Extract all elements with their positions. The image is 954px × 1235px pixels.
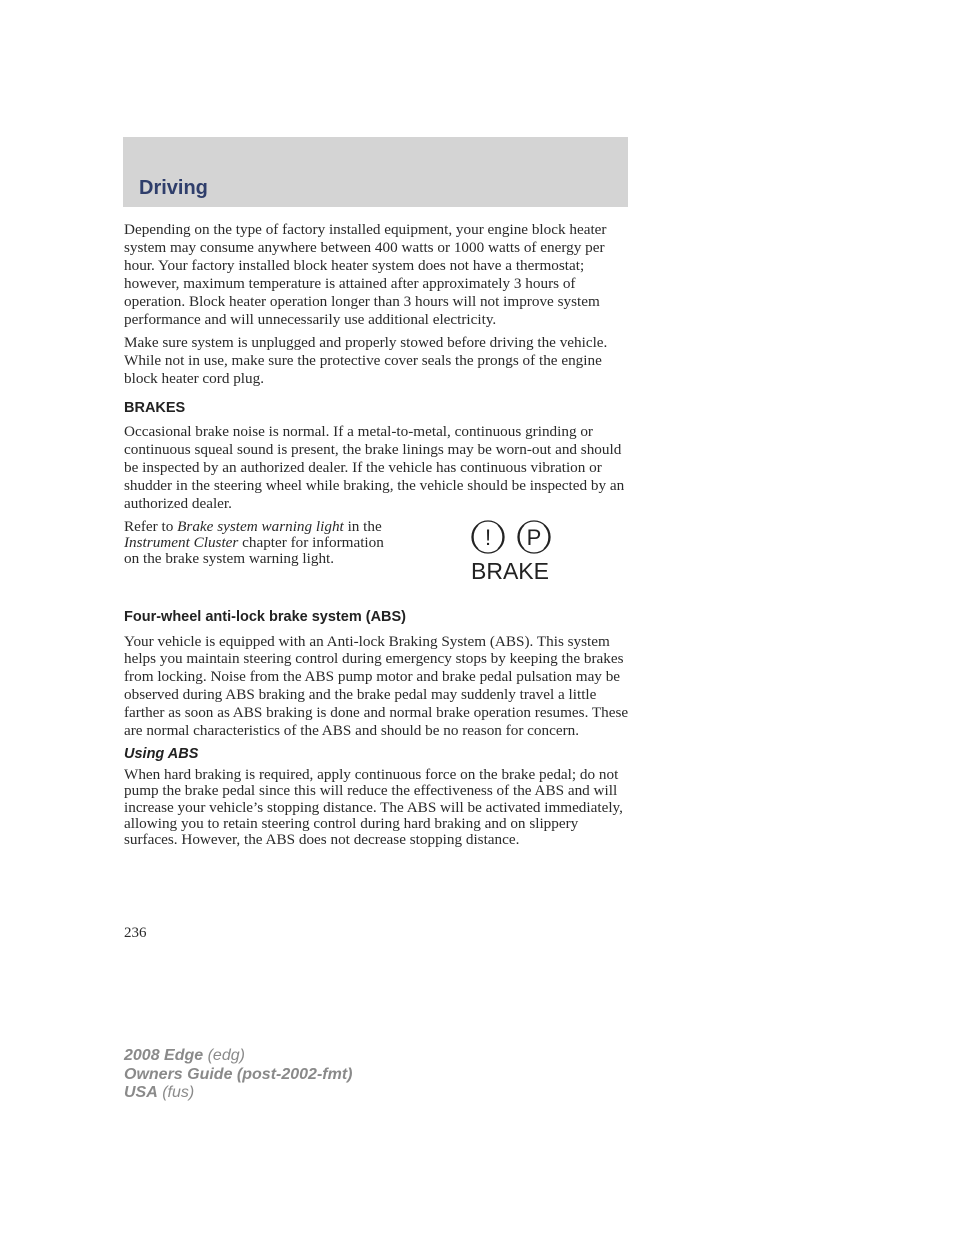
- intro-paragraph-2: Make sure system is unplugged and properly stowed before driving the vehicle. While not in use, make sure the protective cover seals the prongs of the engine block heater cord plug.: [124, 334, 608, 388]
- brake-system-warning-light-ref: Brake system warning light: [177, 517, 344, 535]
- brake-warning-reference: [124, 519, 629, 609]
- park-glyph: P: [526, 524, 542, 550]
- page-content: [124, 221, 629, 855]
- brake-label: BRAKE: [471, 557, 549, 581]
- abs-heading: Four-wheel anti-lock brake system (ABS): [124, 608, 407, 625]
- brake-warning-icon: [464, 519, 556, 581]
- abs-paragraph: Your vehicle is equipped with an Anti-lock Braking System (ABS). This system helps you maintain steering control during emergency stops by keeping the brakes from locking. Noise from the ABS pump motor and brake pedal pulsation may be observed during ABS braking and the brake pedal may suddenly travel a little farther as soon as ABS braking is done and normal brake operation resumes. These are normal characteristics of the ABS and should be no reason for concern.: [124, 632, 629, 740]
- document-footer: 2008 Edge (edg) Owners Guide (post-2002-fmt) USA (fus): [124, 1047, 353, 1101]
- using-abs-paragraph: When hard braking is required, apply continuous force on the brake pedal; do not pump the brake pedal since this will reduce the effectiveness of the ABS and will increase your vehicle’s stopping distance. The ABS will be activated immediately, allowing you to retain steering control during hard braking and on slippery surfaces. However, the ABS does not decrease stopping distance.: [124, 765, 623, 849]
- brakes-heading: BRAKES: [124, 400, 186, 417]
- page-number: 236: [124, 925, 147, 941]
- using-abs-heading: Using ABS: [124, 745, 199, 762]
- section-title: Driving: [139, 177, 208, 199]
- instrument-cluster-ref: Instrument Cluster: [124, 534, 239, 551]
- exclamation-glyph: !: [484, 524, 492, 550]
- brakes-paragraph: Occasional brake noise is normal. If a metal-to-metal, continuous grinding or continuous squeal sound is present, the brake linings may be worn-out and should be inspected by an authorized dealer. If the vehicle has continuous vibration or shudder in the steering wheel while braking, the vehicle should be inspected by an authorized dealer.: [124, 423, 625, 512]
- intro-paragraph-1: Depending on the type of factory installed equipment, your engine block heater system may consume anywhere between 400 watts or 1000 watts of energy per hour. Your factory installed block heater system does not have a thermostat; however, maximum temperature is attained after approximately 3 hours of operation. Block heater operation longer than 3 hours will not improve system performance and will unnecessarily use additional electricity.: [124, 221, 607, 328]
- brake-reference-text: Refer to Brake system warning light in the Instrument Cluster chapter for information on the brake system warning light.: [124, 517, 384, 568]
- section-header-band: [123, 137, 628, 207]
